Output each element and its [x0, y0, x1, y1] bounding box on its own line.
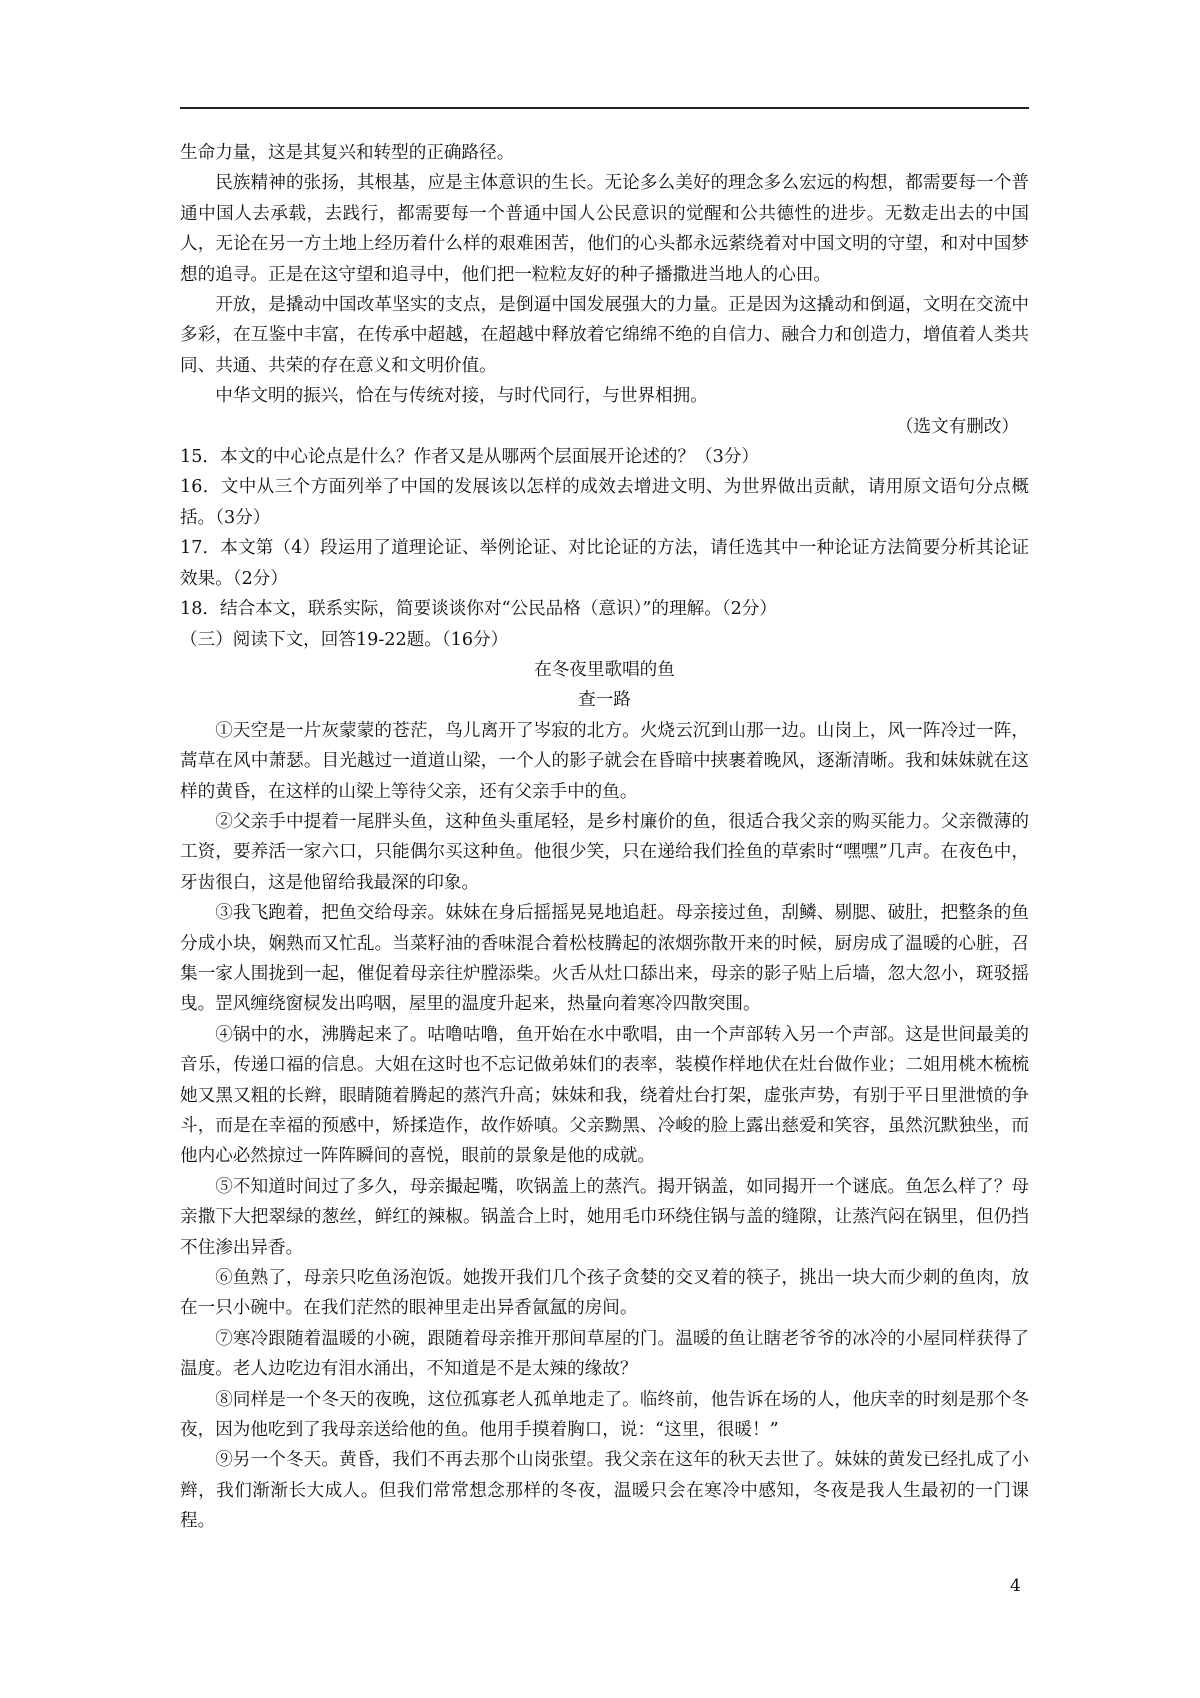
story-paragraph-2: ②父亲手中提着一尾胖头鱼，这种鱼头重尾轻，是乡村廉价的鱼，很适合我父亲的购买能力。父亲微薄的工资，要养活一家六口，只能偶尔买这种鱼。他很少笑，只在递给我们拴鱼的草索时“嘿嘿”几声。在夜色中，牙齿很白，这是他留给我最深的印象。	[180, 811, 1029, 893]
story-title: 在冬夜里歌唱的鱼	[534, 659, 675, 680]
question-16: 16．文中从三个方面列举了中国的发展该以怎样的成效去增进文明、为世界做出贡献，请用原文语句分点概括。（3分）	[180, 477, 1029, 528]
question-18: 18．结合本文，联系实际，简要谈谈你对“公民品格（意识）”的理解。（2分）	[180, 599, 777, 620]
story-paragraph-5: ⑤不知道时间过了多久，母亲撮起嘴，吹锅盖上的蒸汽。揭开锅盖，如同揭开一个谜底。鱼怎么样了？母亲撒下大把翠绿的葱丝，鲜红的辣椒。锅盖合上时，她用毛巾环绕住锅与盖的缝隙，让蒸汽闷在锅里，但仍挡不住渗出异香。	[180, 1176, 1029, 1258]
paragraph-rise: 中华文明的振兴，恰在与传统对接，与时代同行，与世界相拥。	[215, 386, 708, 407]
story-paragraph-7: ⑦寒冷跟随着温暖的小碗，跟随着母亲推开那间草屋的门。温暖的鱼让瞎老爷爷的冰冷的小屋同样获得了温度。老人边吃边有泪水涌出，不知道是不是太辣的缘故？	[180, 1328, 1029, 1380]
continuation-line: 生命力量，这是其复兴和转型的正确路径。	[180, 143, 515, 163]
page-number: 4	[1010, 1576, 1021, 1596]
story-paragraph-1: ①天空是一片灰蒙蒙的苍茫，鸟儿离开了岑寂的北方。火烧云沉到山那一边。山岗上，风一阵冷过一阵，蒿草在风中萧瑟。目光越过一道道山梁，一个人的影子就会在昏暗中挟裹着晚风，逐渐清晰。我和妹妹就在这样的黄昏，在这样的山梁上等待父亲，还有父亲手中的鱼。	[180, 720, 1029, 802]
story-paragraph-8: ⑧同样是一个冬天的夜晚，这位孤寡老人孤单地走了。临终前，他告诉在场的人，他庆幸的时刻是那个冬夜，因为他吃到了我母亲送给他的鱼。他用手摸着胸口，说：“这里，很暖！”	[180, 1389, 1029, 1441]
paragraph-spirit: 民族精神的张扬，其根基，应是主体意识的生长。无论多么美好的理念多么宏远的构想，都需要每一个普通中国人去承载，去践行，都需要每一个普通中国人公民意识的觉醒和公共德性的进步。无数走出去的中国人，无论在另一方土地上经历着什么样的艰难困苦，他们的心头都永远萦绕着对中国文明的守望，和对中国梦想的追寻。正是在这守望和追寻中，他们把一粒粒友好的种子播撒进当地人的心田。	[180, 173, 1029, 285]
question-15: 15．本文的中心论点是什么？作者又是从哪两个层面展开论述的？（3分）	[180, 447, 759, 468]
story-author: 查一路	[578, 690, 631, 711]
page-body	[180, 138, 1029, 1537]
story-paragraph-4: ④锅中的水，沸腾起来了。咕噜咕噜，鱼开始在水中歌唱，由一个声部转入另一个声部。这是世间最美的音乐，传递口福的信息。大姐在这时也不忘记做弟妹们的表率，装模作样地伏在灶台做作业；二姐用桃木梳梳她又黑又粗的长辫，眼睛随着腾起的蒸汽升高；妹妹和我，绕着灶台打架，虚张声势，有别于平日里泄愤的争斗，而是在幸福的预感中，矫揉造作，故作娇嗔。父亲黝黑、冷峻的脸上露出慈爱和笑容，虽然沉默独坐，而他内心必然掠过一阵阵瞬间的喜悦，眼前的景象是他的成就。	[180, 1024, 1029, 1167]
story-paragraph-3: ③我飞跑着，把鱼交给母亲。妹妹在身后摇摇晃晃地追赶。母亲接过鱼，刮鳞、剔腮、破肚，把整条的鱼分成小块，娴熟而又忙乱。当菜籽油的香味混合着松枝腾起的浓烟弥散开来的时候，厨房成了温暖的心脏，召集一家人围拢到一起，催促着母亲往炉膛添柴。火舌从灶口舔出来，母亲的影子贴上后墙，忽大忽小，斑驳摇曳。罡风缠绕窗棂发出呜咽，屋里的温度升起来，热量向着寒冷四散突围。	[180, 903, 1029, 1015]
source-note: （选文有删改）	[895, 416, 1019, 437]
story-paragraph-9: ⑨另一个冬天。黄昏，我们不再去那个山岗张望。我父亲在这年的秋天去世了。妹妹的黄发已经扎成了小辫，我们渐渐长大成人。但我们常常想念那样的冬夜，温暖只会在寒冷中感知，冬夜是我人生最初的一门课程。	[180, 1450, 1029, 1532]
question-17: 17．本文第（4）段运用了道理论证、举例论证、对比论证的方法，请任选其中一种论证方法简要分析其论证效果。（2分）	[180, 538, 1029, 589]
header-rule	[180, 107, 1029, 109]
story-paragraph-6: ⑥鱼熟了，母亲只吃鱼汤泡饭。她拨开我们几个孩子贪婪的交叉着的筷子，挑出一块大而少刺的鱼肉，放在一只小碗中。在我们茫然的眼神里走出异香氤氲的房间。	[180, 1268, 1029, 1319]
section-heading: （三）阅读下文，回答19-22题。（16分）	[180, 629, 509, 650]
paragraph-open: 开放，是撬动中国改革坚实的支点，是倒逼中国发展强大的力量。正是因为这撬动和倒逼，文明在交流中多彩，在互鉴中丰富，在传承中超越，在超越中释放着它绵绵不绝的自信力、融合力和创造力，增值着人类共同、共通、共荣的存在意义和文明价值。	[180, 295, 1029, 376]
